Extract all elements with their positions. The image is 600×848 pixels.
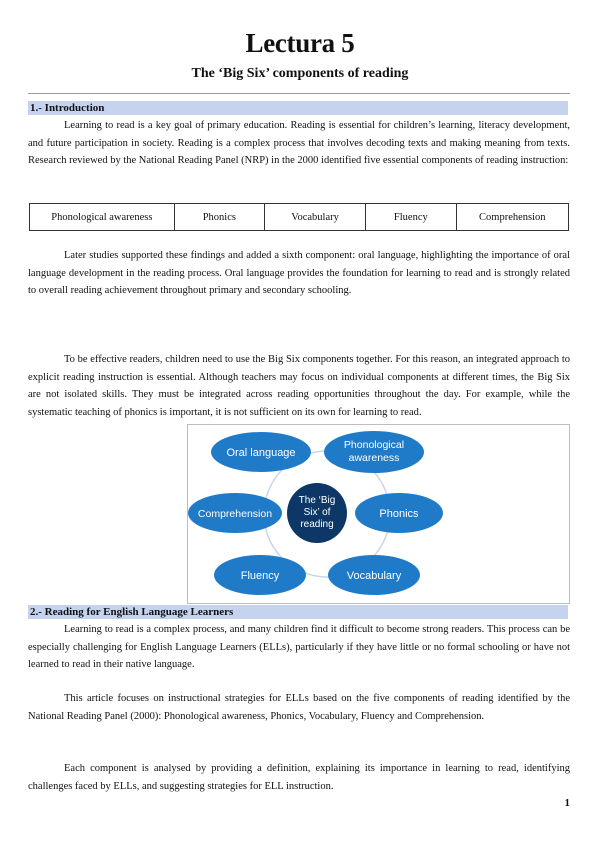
component-cell: Phonological awareness xyxy=(30,204,175,231)
page-subtitle: The ‘Big Six’ components of reading xyxy=(191,66,409,81)
components-table xyxy=(29,203,569,231)
component-cell: Comprehension xyxy=(456,204,568,231)
page-title: Lectura 5 xyxy=(245,28,355,58)
node-fluency-label: Fluency xyxy=(240,570,280,582)
title-divider xyxy=(28,93,570,94)
component-cell: Fluency xyxy=(366,204,456,231)
node-phonological-label-line2: awareness xyxy=(348,452,400,464)
node-vocabulary-label: Vocabulary xyxy=(346,570,402,582)
component-cell: Phonics xyxy=(174,204,264,231)
center-label-line3: reading xyxy=(300,519,334,530)
node-oral-language-label: Oral language xyxy=(226,447,296,459)
ell-paragraph-2: This article focuses on instructional strategies for ELLs based on the five components of reading identified by the National Reading Panel (2000): Phonological awareness, Phonics, Vocabulary, Fluency and Comprehension. xyxy=(28,693,570,722)
intro-paragraph-3: To be effective readers, children need to use the Big Six components together. For this reason, an integrated approach to explicit reading instruction is essential. Although teachers may focus on individual components at different times, the Big Six are not isolated skills. They must be integrated across reading opportunities throughout the day. For example, while the systematic teaching of phonics is important, it is not sufficient on its own for learning to read. xyxy=(28,354,570,418)
big-six-diagram-svg xyxy=(188,425,569,603)
ell-paragraph-1: Learning to read is a complex process, and many children find it difficult to become strong readers. This process can be especially challenging for English Language Learners (ELLs), particularly if they have little or no formal schooling or have not learned to read in their native language. xyxy=(28,624,570,670)
center-label-line2: Six’ of xyxy=(303,507,331,518)
intro-paragraph-2: Later studies supported these findings and added a sixth component: oral language, highlighting the importance of oral language development in the reading process. Oral language provides the foundation for learning to read and is strongly related to overall reading achievement throughout primary and secondary schooling. xyxy=(28,250,570,296)
page-number: 1 xyxy=(564,797,570,809)
section-heading-introduction: 1.- Introduction xyxy=(28,101,568,115)
big-six-diagram xyxy=(187,424,570,604)
components-row xyxy=(30,204,569,231)
ell-paragraph-3: Each component is analysed by providing a definition, explaining its importance in learning to read, identifying challenges faced by ELLs, and suggesting strategies for ELL instruction. xyxy=(28,763,570,792)
node-comprehension-label: Comprehension xyxy=(197,508,273,520)
center-label-line1: The ‘Big xyxy=(298,495,336,506)
section-heading-ell: 2.- Reading for English Language Learners xyxy=(28,605,568,619)
component-cell: Vocabulary xyxy=(265,204,366,231)
intro-paragraph-1: Learning to read is a key goal of primary education. Reading is essential for children’s learning, literacy development, and future participation in society. Reading is a complex process that involves decoding texts and making meaning from texts. Research reviewed by the National Reading Panel (NRP) in the 2000 identified five essential components of reading instruction: xyxy=(28,120,570,166)
node-phonological-label-line1: Phonological xyxy=(343,439,405,451)
node-phonics-label: Phonics xyxy=(379,508,419,520)
